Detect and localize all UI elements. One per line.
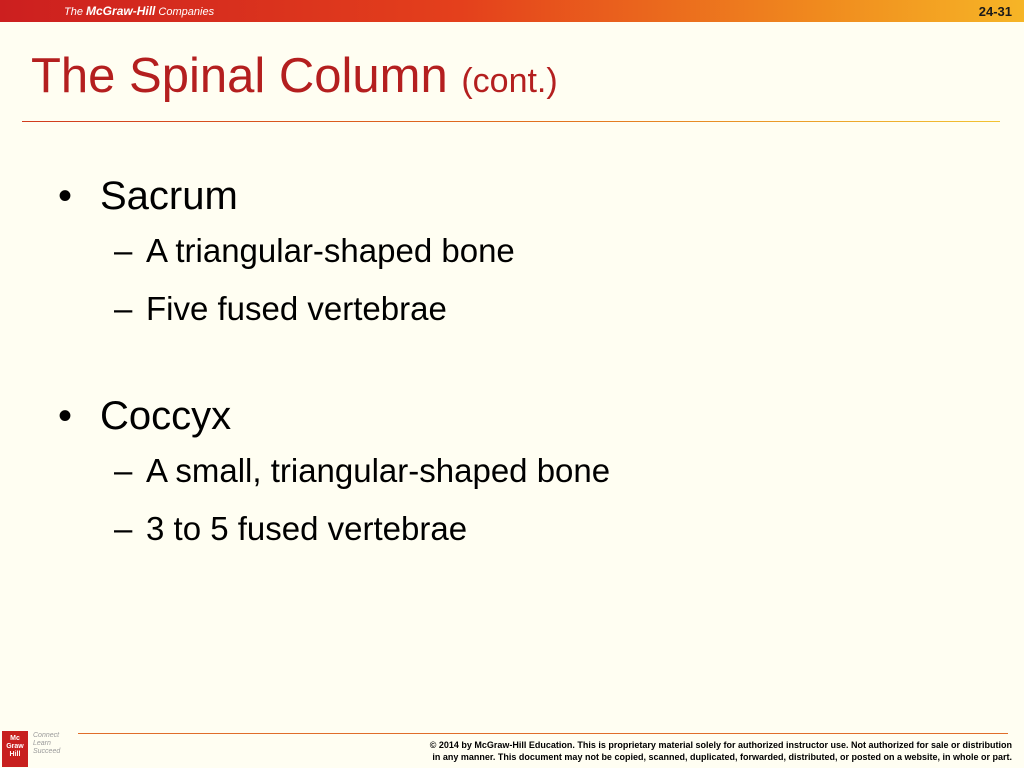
bullet-group-coccyx [58, 390, 998, 558]
sub-bullet-item [58, 280, 998, 338]
sub-bullet-item [58, 500, 998, 558]
title-divider [22, 121, 1000, 122]
mcgraw-hill-logo [2, 731, 28, 767]
bullet-item [58, 170, 998, 222]
sub-bullet-item [58, 222, 998, 280]
bullet-list [58, 170, 998, 610]
copyright-line: in any manner. This document may not be copied, scanned, duplicated, forwarded, distributed, or posted on a website, in whole or part. [432, 752, 1012, 762]
title-suffix: (cont.) [461, 62, 558, 100]
sub-bullet-text: A triangular-shaped bone [146, 232, 515, 269]
brand-suffix: Companies [155, 6, 215, 18]
logo-line: Hill [9, 751, 21, 758]
bullet-text: Coccyx [100, 394, 232, 438]
dash-marker: – [114, 510, 133, 547]
copyright-notice [312, 739, 1012, 763]
sub-bullet-text: A small, triangular-shaped bone [146, 452, 611, 489]
tagline-line: Learn [33, 740, 51, 747]
bullet-item [58, 390, 998, 442]
brand-prefix: The [64, 6, 87, 18]
footer-divider [78, 733, 1008, 734]
slide-title [31, 49, 558, 103]
logo-line: Mc [10, 735, 20, 742]
logo-tagline [33, 732, 60, 756]
tagline-line: Connect [33, 732, 60, 739]
copyright-line: © 2014 by McGraw-Hill Education. This is proprietary material solely for authorized instructor use. Not authorized for sale or distribution [429, 740, 1012, 750]
sub-bullet-text: Five fused vertebrae [146, 290, 447, 327]
logo-line: Graw [6, 743, 24, 750]
brand-name: McGraw-Hill [86, 4, 156, 18]
bullet-marker: • [58, 394, 73, 438]
slide-number: 24-31 [978, 4, 1012, 19]
dash-marker: – [114, 290, 133, 327]
publisher-brand [64, 4, 214, 18]
header-bar [0, 0, 1024, 22]
title-text: The Spinal Column [31, 49, 448, 103]
tagline-line: Succeed [33, 748, 61, 755]
sub-bullet-item [58, 442, 998, 500]
dash-marker: – [114, 452, 133, 489]
sub-bullet-text: 3 to 5 fused vertebrae [146, 510, 468, 547]
bullet-text: Sacrum [100, 174, 238, 218]
dash-marker: – [114, 232, 133, 269]
bullet-group-sacrum [58, 170, 998, 338]
footer [0, 728, 1024, 768]
bullet-marker: • [58, 174, 73, 218]
